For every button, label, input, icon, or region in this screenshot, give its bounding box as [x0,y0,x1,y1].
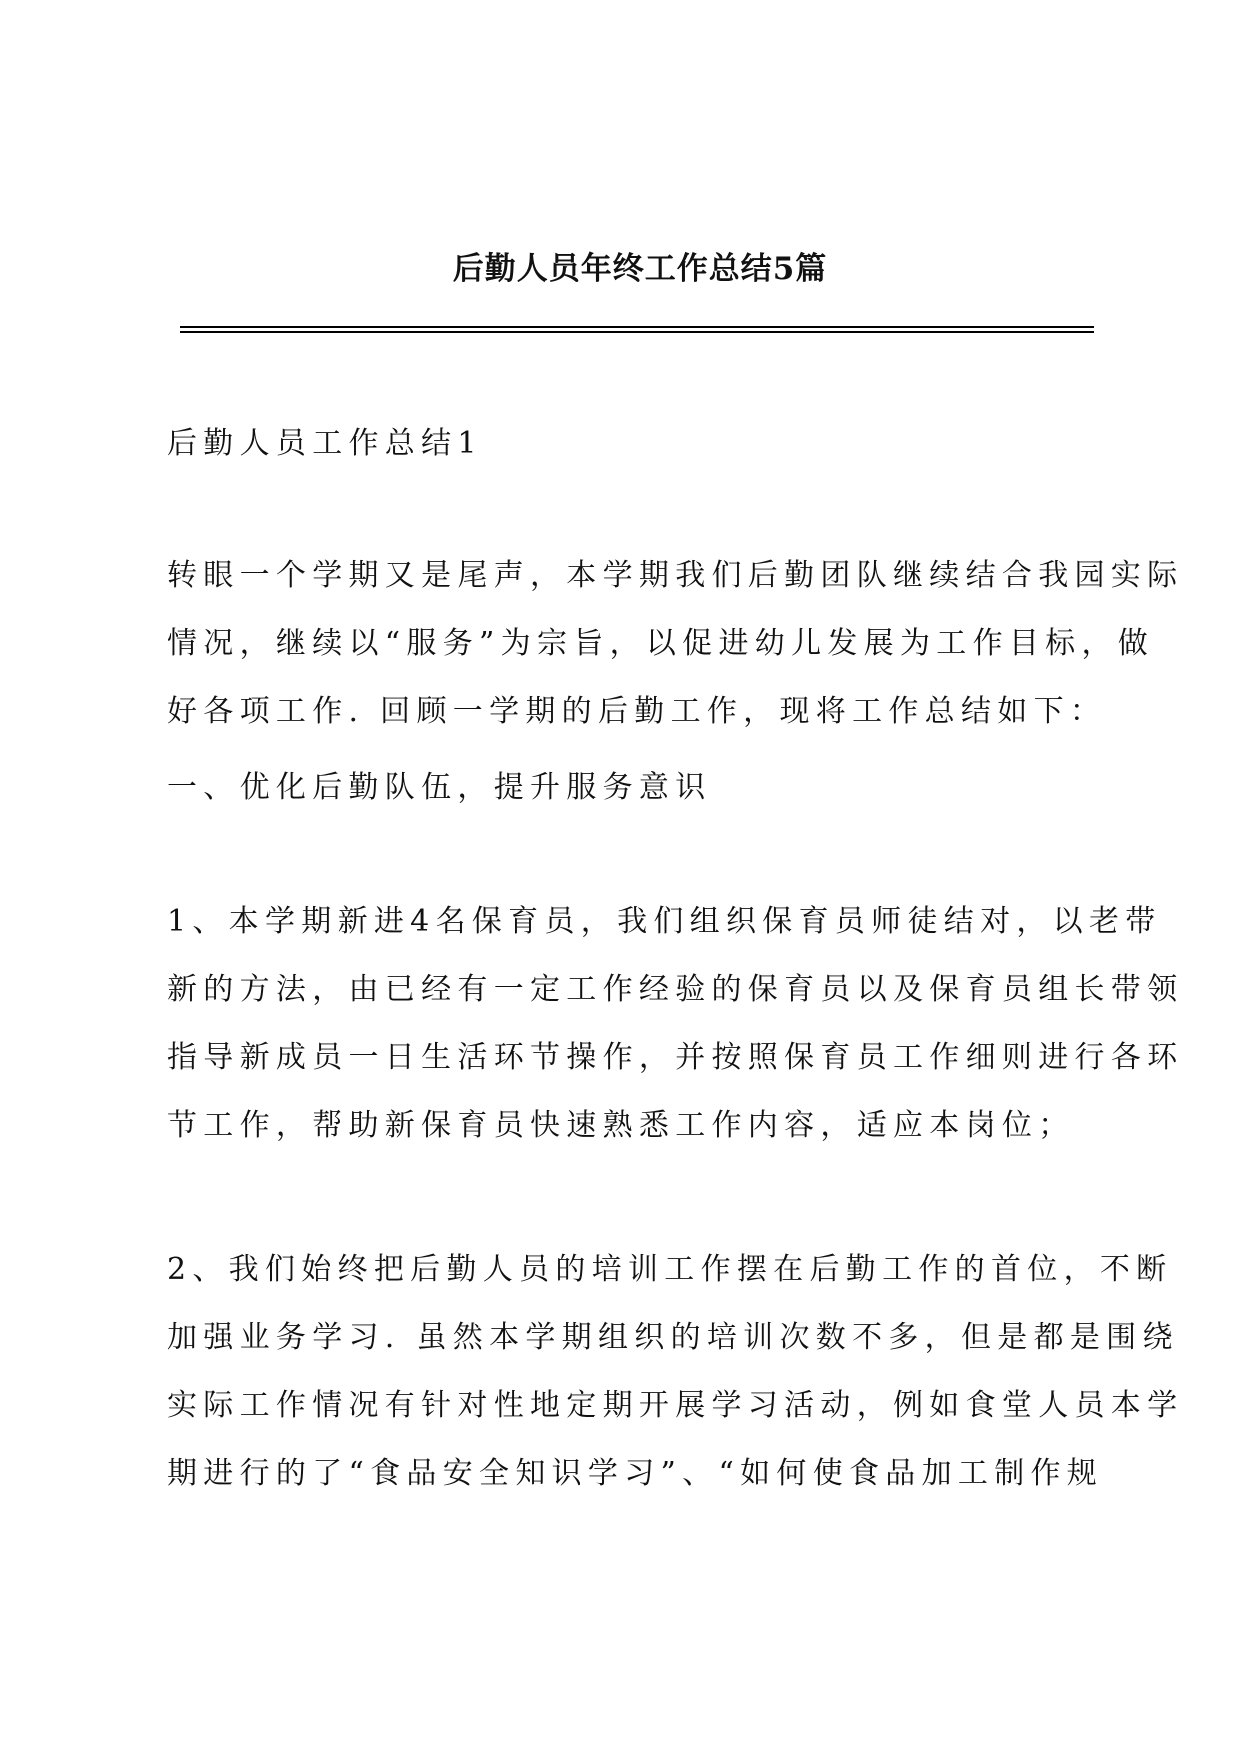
paragraph-line: 转眼一个学期又是尾声，本学期我们后勤团队继续结合我园实际 [167,558,1184,593]
title-double-rule [180,326,1094,333]
intro-paragraph [167,542,1184,746]
paragraph-line: 实际工作情况有针对性地定期开展学习活动，例如食堂人员本学 [167,1388,1184,1423]
paragraph-line: 情况，继续以“服务”为宗旨，以促进幼儿发展为工作目标，做 [167,626,1155,661]
section-title: 后勤人员工作总结1 [167,426,483,461]
paragraph-line: 加强业务学习. 虽然本学期组织的培训次数不多，但是都是围绕 [167,1320,1179,1355]
item-2-paragraph [167,1236,1184,1508]
paragraph-line: 2、我们始终把后勤人员的培训工作摆在后勤工作的首位，不断 [167,1252,1173,1287]
paragraph-line: 期进行的了“食品安全知识学习”、“如何使食品加工制作规 [167,1456,1104,1491]
paragraph-line: 好各项工作. 回顾一学期的后勤工作，现将工作总结如下： [167,694,1107,729]
paragraph-line: 新的方法，由已经有一定工作经验的保育员以及保育员组长带领 [167,972,1184,1007]
paragraph-line: 节工作，帮助新保育员快速熟悉工作内容，适应本岗位； [167,1108,1075,1143]
paragraph-line: 1、本学期新进4名保育员，我们组织保育员师徒结对，以老带 [167,904,1162,939]
document-title: 后勤人员年终工作总结5篇 [452,251,828,287]
paragraph-line: 指导新成员一日生活环节操作，并按照保育员工作细则进行各环 [167,1040,1184,1075]
heading-optimize-team: 一、优化后勤队伍，提升服务意识 [167,770,712,805]
item-1-paragraph [167,888,1184,1160]
